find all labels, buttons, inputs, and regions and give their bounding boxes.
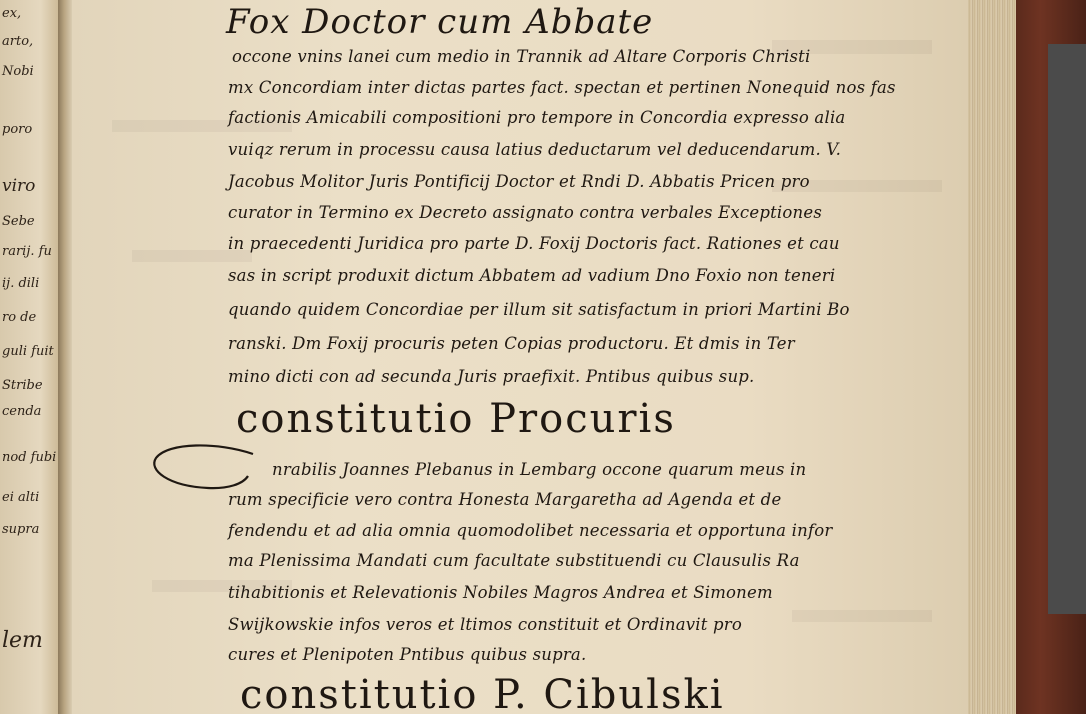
text-line: occone vnins lanei cum medio in Trannik ad Altare Corporis Christi <box>232 47 811 66</box>
section-heading-constitutio-cibulski: constitutio P. Cibulski <box>240 672 725 714</box>
text-line: cures et Plenipoten Pntibus quibus supra. <box>228 645 587 664</box>
section-heading-constitutio-procuris: constitutio Procuris <box>236 396 676 442</box>
margin-fragment: cenda <box>2 404 42 419</box>
margin-fragment: viro <box>2 176 36 196</box>
text-line: sas in script produxit dictum Abbatem ad vadium Dno Foxio non teneri <box>228 266 836 285</box>
text-line: curator in Termino ex Decreto assignato contra verbales Exceptiones <box>228 203 822 222</box>
text-line: quando quidem Concordiae per illum sit satisfactum in priori Martini Bo <box>228 300 850 319</box>
text-line: factionis Amicabili compositioni pro tempore in Concordia expresso alia <box>228 108 846 127</box>
margin-fragment: guli fuit <box>2 344 54 359</box>
margin-fragment: Stribe <box>2 378 43 393</box>
margin-fragment: ro de <box>2 310 37 325</box>
book-gutter <box>58 0 72 714</box>
text-line: ma Plenissima Mandati cum facultate substituendi cu Clausulis Ra <box>228 551 800 570</box>
margin-fragment: Nobi <box>2 64 34 79</box>
margin-fragment: ei alti <box>2 490 40 505</box>
margin-fragment: lem <box>2 628 43 653</box>
margin-fragment: arto, <box>2 34 34 49</box>
manuscript-page <box>72 0 968 714</box>
text-line: tihabitionis et Relevationis Nobiles Magros Andrea et Simonem <box>228 583 773 602</box>
text-line: in praecedenti Juridica pro parte D. Foxij Doctoris fact. Rationes et cau <box>228 234 840 253</box>
margin-fragment: rarij. fu <box>2 244 52 259</box>
margin-fragment: ex, <box>2 6 22 21</box>
margin-fragment: supra <box>2 522 40 537</box>
text-line: mx Concordiam inter dictas partes fact. spectan et pertinen Nonequid nos fas <box>228 78 896 97</box>
text-line: fendendu et ad alia omnia quomodolibet necessaria et opportuna infor <box>228 521 833 540</box>
cover-lining <box>1048 44 1086 614</box>
margin-fragment: nod fubi <box>2 450 57 465</box>
text-line: rum specificie vero contra Honesta Margaretha ad Agenda et de <box>228 490 782 509</box>
left-facing-page <box>0 0 58 714</box>
margin-fragment: ij. dili <box>2 276 40 291</box>
text-line: Swijkowskie infos veros et ltimos constituit et Ordinavit pro <box>228 615 743 634</box>
text-line: nrabilis Joannes Plebanus in Lembarg occone quarum meus in <box>272 460 807 479</box>
page-edges <box>968 0 1016 714</box>
margin-fragment: poro <box>2 122 33 137</box>
text-line: mino dicti con ad secunda Juris praefixit. Pntibus quibus sup. <box>228 367 755 386</box>
text-line: ranski. Dm Foxij procuris peten Copias productoru. Et dmis in Ter <box>228 334 795 353</box>
text-line: Jacobus Molitor Juris Pontificij Doctor et Rndi D. Abbatis Pricen pro <box>228 172 810 191</box>
section-heading-fox-doctor: Fox Doctor cum Abbate <box>226 2 654 42</box>
text-line: vuiqz rerum in processu causa latius deductarum vel deducendarum. V. <box>228 140 842 159</box>
margin-fragment: Sebe <box>2 214 35 229</box>
